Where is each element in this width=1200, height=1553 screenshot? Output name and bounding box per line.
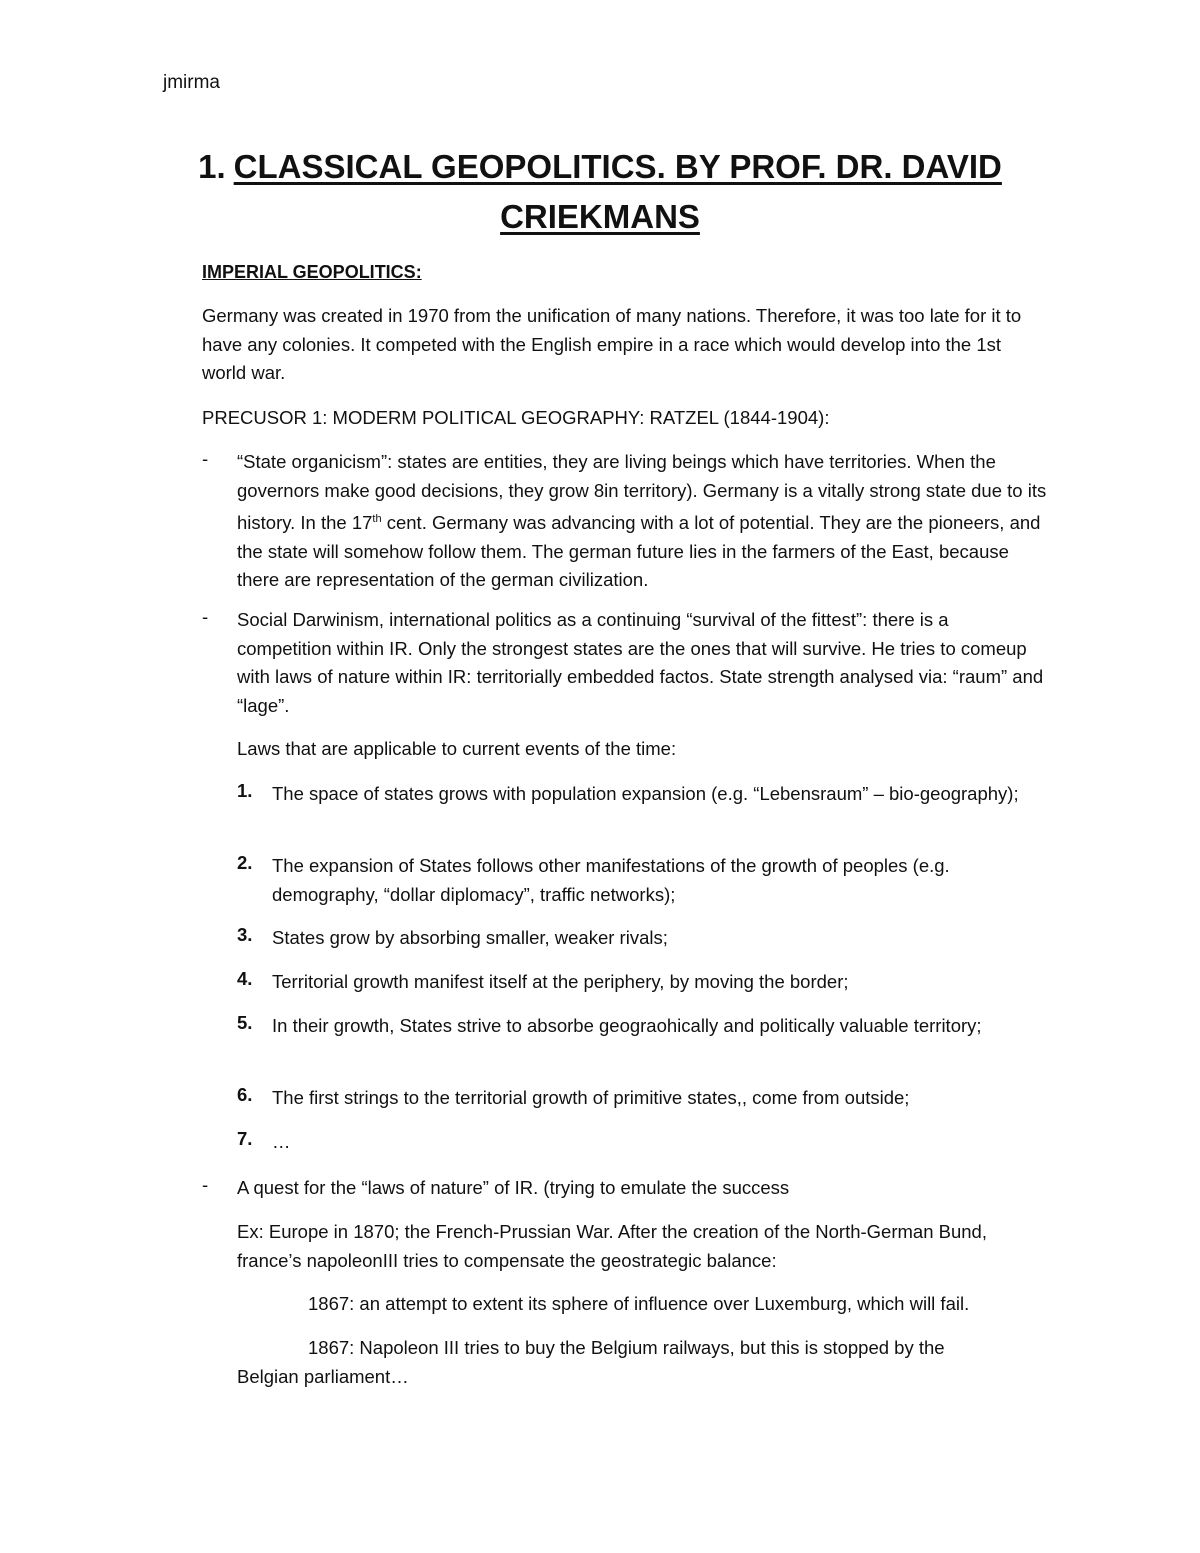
precursor-heading: PRECUSOR 1: MODERM POLITICAL GEOGRAPHY: RATZEL (1844-1904): <box>202 407 830 428</box>
laws-intro: Laws that are applicable to current events of the time: <box>237 738 677 759</box>
example-item-2: 1867: Napoleon III tries to buy the Belgium railways, but this is stopped by the <box>308 1337 945 1358</box>
bullet-laws-of-nature: A quest for the “laws of nature” of IR. (trying to emulate the success <box>237 1177 790 1198</box>
title-number: 1. <box>198 148 226 185</box>
list-item: The first strings to the territorial growth of primitive states,, come from outside; <box>272 1087 910 1108</box>
bullet-text: “State organicism”: states are entities, they are living beings which have territories. When the governors make good decisions, they grow 8in territory). Germany is a vitally strong state due to its history. In the 17 <box>237 451 1047 534</box>
bullet-state-organicism <box>237 448 1047 595</box>
list-number: 6. <box>237 1084 253 1105</box>
bullet-text-cont: cent. Germany was advancing with a lot of potential. They are the pioneers, and the state will somehow follow them. The german future lies in the farmers of the East, because there are representation of the german civilization. <box>237 512 1041 591</box>
title-line-1: CLASSICAL GEOPOLITICS. BY PROF. DR. DAVID <box>233 148 1002 185</box>
page-title <box>150 142 1050 242</box>
example-intro: Ex: Europe in 1870; the French-Prussian War. After the creation of the North-German Bund, france’s napoleonIII tries to compensate the geostrategic balance: <box>237 1221 987 1271</box>
section-heading: IMPERIAL GEOPOLITICS: <box>202 262 422 282</box>
list-item: Territorial growth manifest itself at the periphery, by moving the border; <box>272 971 849 992</box>
bullet-marker: - <box>202 606 209 627</box>
superscript: th <box>372 513 382 525</box>
intro-paragraph: Germany was created in 1970 from the unification of many nations. Therefore, it was too late for it to have any colonies. It competed with the English empire in a race which would develop into the 1st world war. <box>202 305 1022 383</box>
list-number: 5. <box>237 1012 253 1033</box>
example-item-2-cont: Belgian parliament… <box>237 1366 409 1387</box>
list-item: The expansion of States follows other manifestations of the growth of peoples (e.g. demography, “dollar diplomacy”, traffic networks); <box>272 855 950 905</box>
list-item: In their growth, States strive to absorbe geograohically and politically valuable territory; <box>272 1015 982 1036</box>
list-number: 4. <box>237 968 253 989</box>
title-line-2: CRIEKMANS <box>500 198 700 235</box>
list-number: 7. <box>237 1128 253 1149</box>
page-header-author: jmirma <box>163 72 220 93</box>
list-item: The space of states grows with population expansion (e.g. “Lebensraum” – bio-geography); <box>272 783 1019 804</box>
example-item-1: 1867: an attempt to extent its sphere of influence over Luxemburg, which will fail. <box>308 1293 970 1314</box>
list-item: States grow by absorbing smaller, weaker rivals; <box>272 927 668 948</box>
list-number: 3. <box>237 924 253 945</box>
list-number: 2. <box>237 852 253 873</box>
bullet-marker: - <box>202 1174 209 1195</box>
bullet-social-darwinism: Social Darwinism, international politics as a continuing “survival of the fittest”: there is a competition within IR. Only the strongest states are the ones that will survive. He tries to comeup with laws of nature within IR: territorially embedded factos. State strength analysed via: “raum” and “lage”. <box>237 609 1044 716</box>
list-item: … <box>272 1131 291 1152</box>
bullet-marker: - <box>202 448 209 469</box>
list-number: 1. <box>237 780 253 801</box>
